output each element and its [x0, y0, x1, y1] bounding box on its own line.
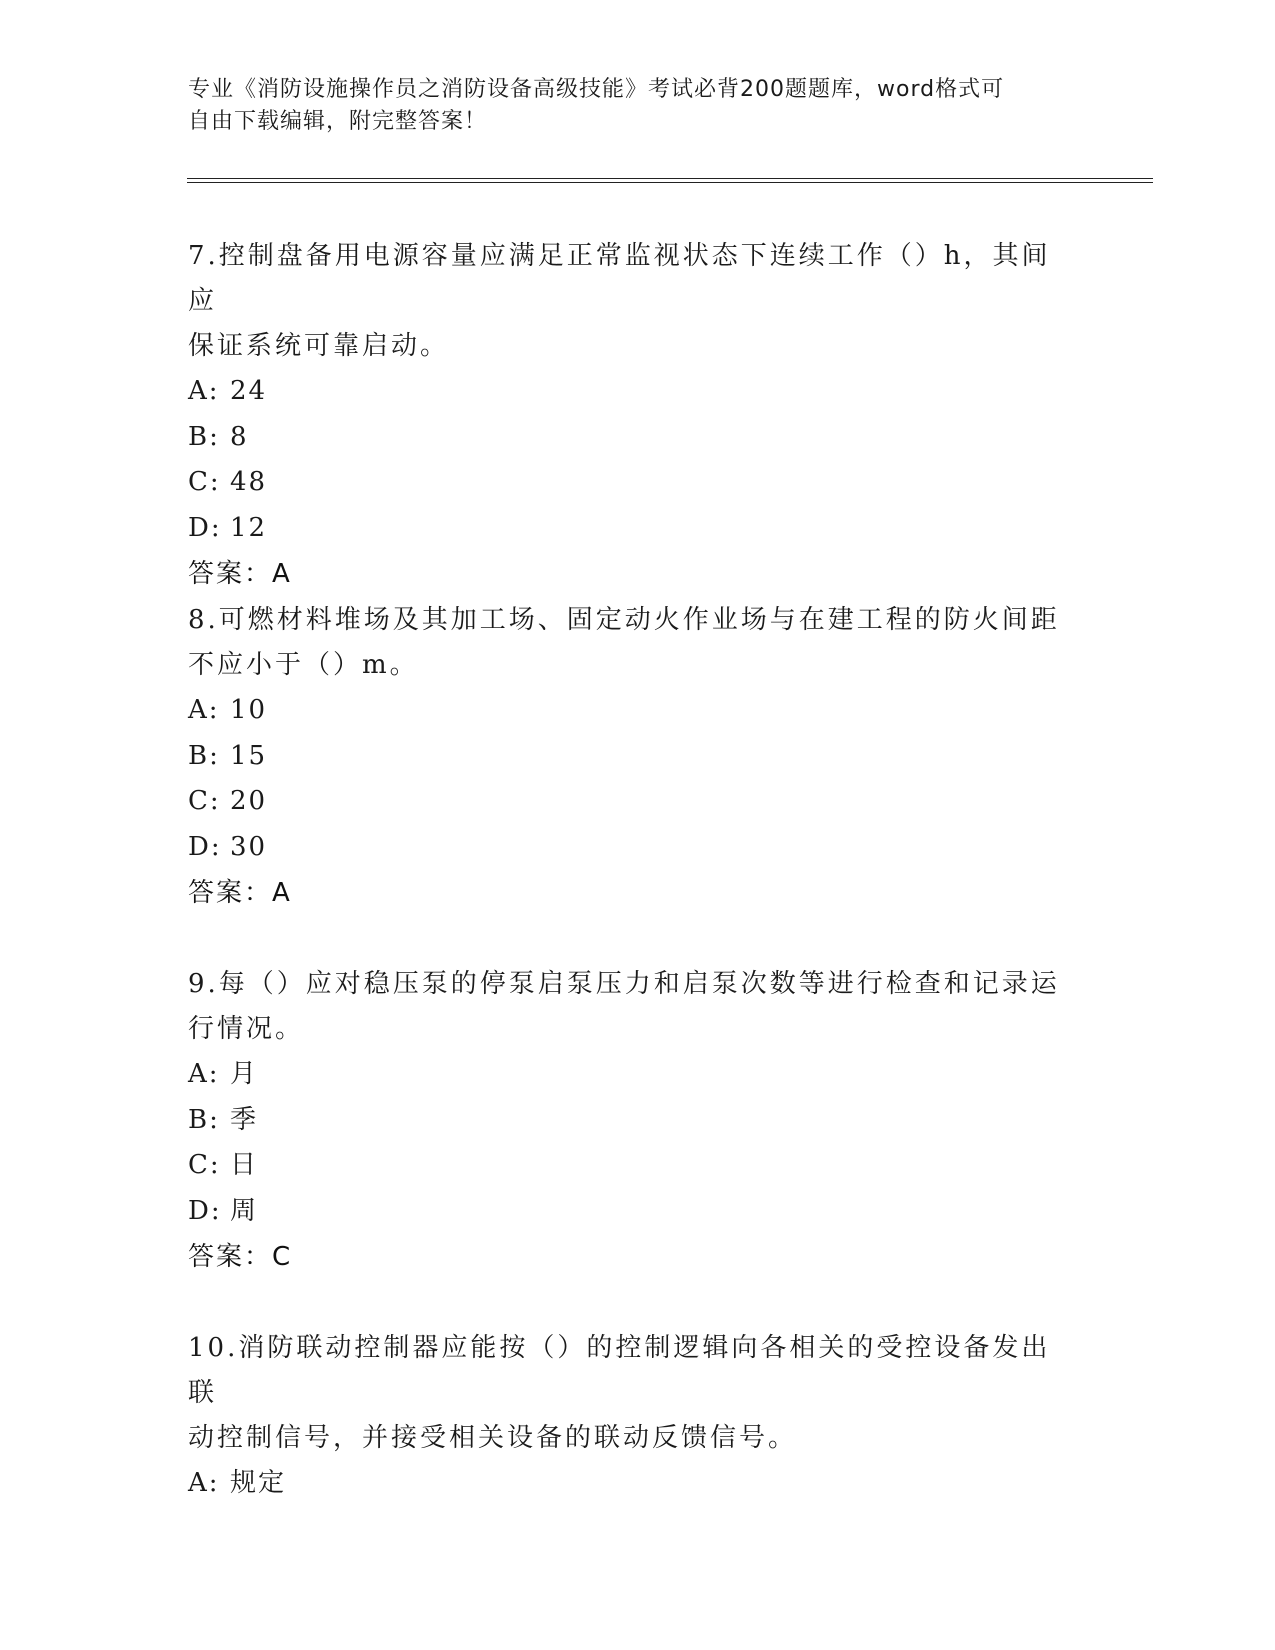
header-divider-top: [187, 178, 1153, 179]
header-divider-bottom: [187, 182, 1153, 183]
option-value: 20: [230, 786, 268, 816]
option-value: 月: [230, 1059, 259, 1089]
option-value: 24: [230, 376, 268, 406]
option-key: A:: [188, 376, 220, 406]
option-c: [188, 779, 1068, 825]
option-value: 规定: [230, 1468, 287, 1498]
option-a: [188, 1052, 1068, 1098]
question-text-line-1: 9.每（）应对稳压泵的停泵启泵压力和启泵次数等进行检查和记录运: [188, 969, 1060, 999]
question-text-line-1: 8.可燃材料堆场及其加工场、固定动火作业场与在建工程的防火间距: [188, 605, 1060, 635]
option-value: 30: [230, 831, 268, 862]
question-text-line-1: 7.控制盘备用电源容量应满足正常监视状态下连续工作（）h，其间应: [188, 241, 1051, 316]
question-text-line-2: 动控制信号，并接受相关设备的联动反馈信号。: [188, 1423, 798, 1453]
option-b: [188, 415, 1068, 461]
option-value: 10: [230, 695, 268, 725]
option-d: [188, 825, 1068, 871]
option-d: [188, 506, 1068, 552]
option-c: [188, 1143, 1068, 1189]
option-key: B:: [188, 1104, 220, 1135]
question-7: [188, 234, 1068, 597]
option-key: B:: [188, 421, 220, 452]
question-10: [188, 1326, 1068, 1507]
option-a: [188, 369, 1068, 415]
option-c: [188, 460, 1068, 506]
option-a: [188, 1461, 1068, 1507]
option-value: 48: [230, 467, 268, 497]
option-value: 12: [230, 512, 268, 543]
option-key: D:: [188, 1195, 222, 1226]
question-text-line-1: 10.消防联动控制器应能按（）的控制逻辑向各相关的受控设备发出联: [188, 1333, 1051, 1408]
answer-label: 答案：A: [188, 878, 292, 908]
question-8: [188, 598, 1068, 916]
option-value: 季: [230, 1104, 259, 1135]
document-header: [188, 74, 1068, 138]
option-key: C:: [188, 1150, 221, 1180]
option-key: C:: [188, 786, 221, 816]
question-text-line-2: 不应小于（）m。: [188, 650, 419, 680]
option-value: 日: [230, 1150, 259, 1180]
option-value: 8: [230, 421, 249, 452]
option-key: B:: [188, 740, 220, 771]
option-b: [188, 734, 1068, 780]
question-text-line-2: 保证系统可靠启动。: [188, 331, 450, 361]
option-a: [188, 688, 1068, 734]
option-value: 15: [230, 740, 268, 771]
option-b: [188, 1098, 1068, 1144]
header-line-1: 专业《消防设施操作员之消防设备高级技能》考试必背200题题库，word格式可: [188, 77, 1005, 102]
option-d: [188, 1189, 1068, 1235]
option-key: C:: [188, 467, 221, 497]
option-key: A:: [188, 1059, 220, 1089]
question-9: [188, 962, 1068, 1280]
header-line-2: 自由下载编辑，附完整答案！: [188, 109, 488, 134]
option-value: 周: [230, 1195, 259, 1226]
option-key: D:: [188, 512, 222, 543]
question-text-line-2: 行情况。: [188, 1014, 305, 1044]
option-key: D:: [188, 831, 222, 862]
option-key: A:: [188, 1468, 220, 1498]
option-key: A:: [188, 695, 220, 725]
answer-label: 答案：C: [188, 1242, 293, 1272]
answer-label: 答案：A: [188, 559, 292, 589]
